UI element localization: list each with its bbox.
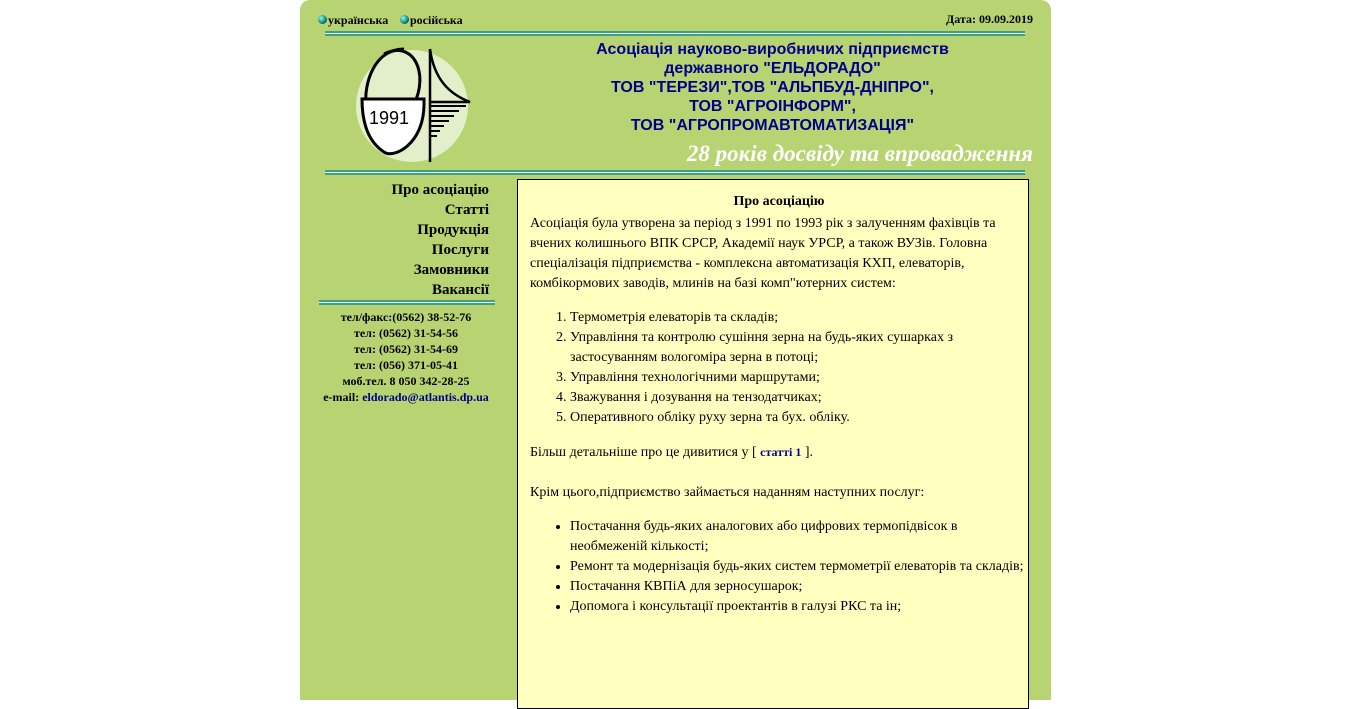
nav-vacancies[interactable]: Вакансії [431,282,489,298]
more-text: ]. [801,445,813,460]
email-link[interactable]: eldorado@atlantis.dp.ua [362,390,489,404]
nav-articles[interactable]: Статті [444,202,489,218]
nav-products[interactable]: Продукція [417,222,489,238]
phone: тел: (0562) 31-54-69 [354,342,458,356]
phone: тел: (056) 371-05-41 [354,358,458,372]
divider [319,300,495,305]
content-box [517,179,1029,709]
sidebar-nav [392,180,490,300]
intro-text: Асоціація була утворена за період з 1991 по 1993 рік з залученням фахівців та вчених колишнього ВПК СРСР, Академії наук УРСР, а також ВУЗів. Головна спеціалізація підприємства - комплексна автоматизація КХП, елеваторів, комбікормових заводів, млинів на базі комп"ютерних систем: [530,216,996,291]
more-info [530,442,1028,463]
page-panel [300,0,1051,700]
lang-ukrainian-link[interactable] [318,13,388,28]
list-item: 5. Оперативного обліку руху зерна та бух. обліку. [570,408,1028,428]
email-label: e-mail: [323,390,363,404]
nav-services[interactable]: Послуги [431,242,489,258]
list-item: 1. Термометрія елеваторів та складів; [570,308,1028,328]
mobile-phone: моб.тел. 8 050 342-28-25 [342,374,470,388]
logo [354,44,479,162]
content-heading: Про асоціацію [733,194,825,209]
divider [325,31,1025,36]
services-list [530,517,1028,617]
article-1-link[interactable]: статті 1 [760,445,802,459]
title-line: Асоціація науково-виробничих підприємств [596,41,949,58]
date-label: Дата: 09.09.2019 [946,12,1033,26]
more-text: Більш детальніше про це дивитися у [ [530,445,761,460]
lang-label: українська [328,13,389,27]
slogan: 28 років досвіду та впровадження [686,141,1033,166]
title-line: державного "ЕЛЬДОРАДО" [664,60,881,77]
phone-fax: тел/факс:(0562) 38-52-76 [340,310,472,324]
globe-bullet-icon [400,15,409,24]
title-line: ТОВ "АГРОПРОМАВТОМАТИЗАЦІЯ" [630,117,915,134]
specialization-list [530,308,1028,428]
phone: тел: (0562) 31-54-56 [354,326,458,340]
title-line: ТОВ "АГРОІНФОРМ", [689,98,856,115]
list-item: • Постачання будь-яких аналогових або цифрових термопідвісок в необмеженій кількості; [570,517,1028,557]
list-item: 2. Управління та контролю сушіння зерна на будь-яких сушарках з застосуванням вологоміра зерна в потоці; [570,328,1028,368]
nav-about[interactable]: Про асоціацію [391,182,489,198]
list-item: • Ремонт та модернізація будь-яких систем термометрії елеваторів та складів; [570,557,1028,577]
site-title [550,40,995,135]
list-item: 4. Зважування і дозування на тензодатчиках; [570,388,1028,408]
globe-bullet-icon [318,15,327,24]
nav-customers[interactable]: Замовники [413,262,489,278]
logo-year: 1991 [369,108,410,128]
lang-russian-link[interactable] [400,13,463,28]
contacts [318,309,494,405]
title-line: ТОВ "ТЕРЕЗИ",ТОВ "АЛЬПБУД-ДНІПРО", [611,79,934,96]
list-item: • Постачання КВПіА для зерносушарок; [570,577,1028,597]
list-item: 3. Управління технологічними маршрутами; [570,368,1028,388]
divider [325,170,1025,175]
lang-label: російська [410,13,463,27]
list-item: • Допомога і консультації проектантів в галузі РКС та ін; [570,597,1028,617]
services-intro: Крім цього,підприємство займається наданням наступних послуг: [530,485,925,500]
